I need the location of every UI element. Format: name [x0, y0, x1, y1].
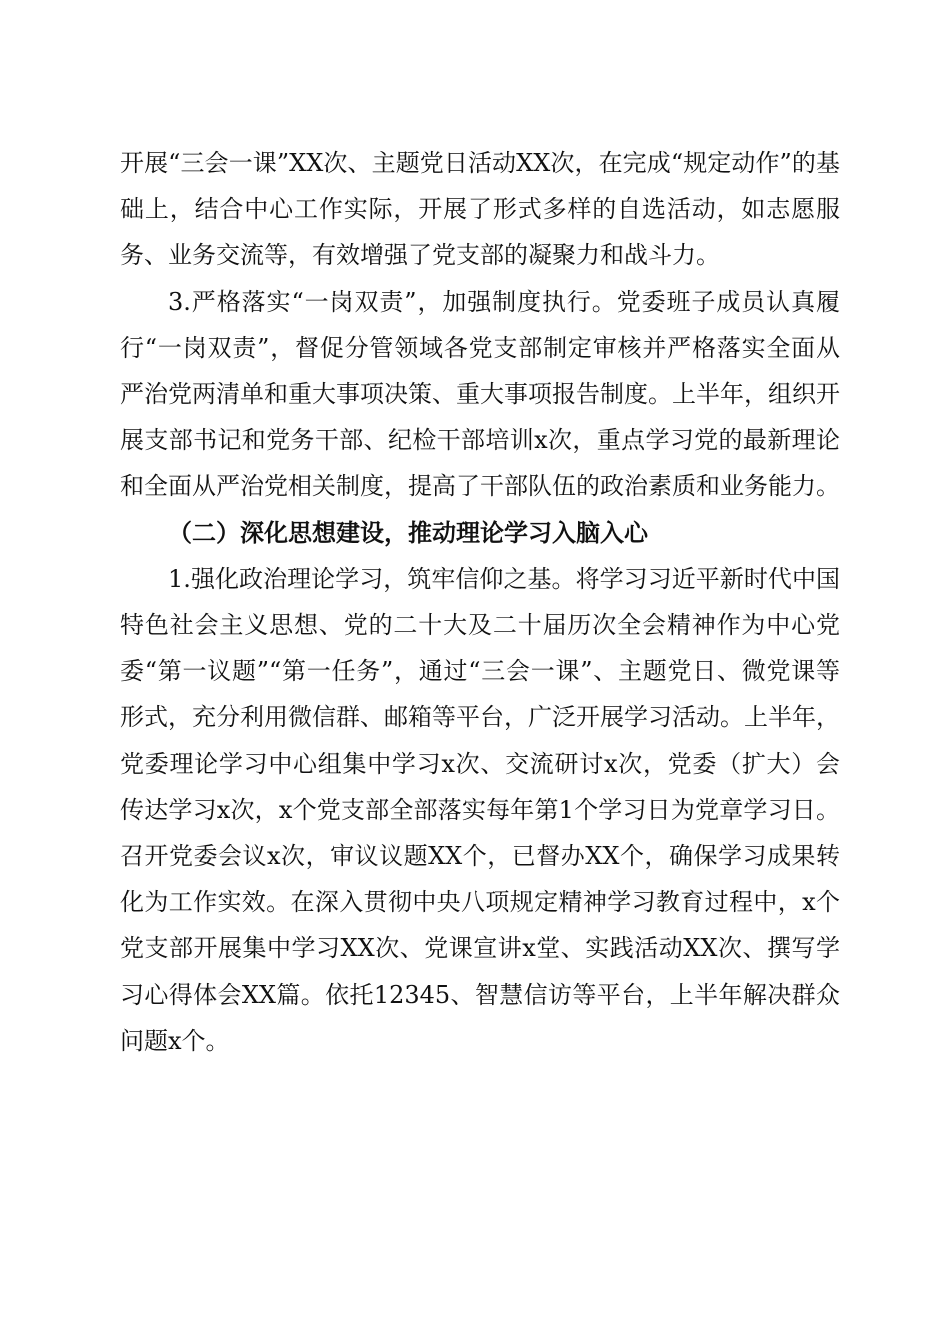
- paragraph-theory-study: 1.强化政治理论学习，筑牢信仰之基。将学习习近平新时代中国特色社会主义思想、党的二十大及二十届历次全会精神作为中心党委“第一议题”“第一任务”，通过“三会一课”、主题党日、微党课等形式，充分利用微信群、邮箱等平台，广泛开展学习活动。上半年，党委理论学习中心组集中学习x次、交流研讨x次，党委（扩大）会传达学习x次，x个党支部全部落实每年第1个学习日为党章学习日。召开党委会议x次，审议议题XX个，已督办XX个，确保学习成果转化为工作实效。在深入贯彻中央八项规定精神学习教育过程中，x个党支部开展集中学习XX次、党课宣讲x堂、实践活动XX次、撰写学习心得体会XX篇。依托12345、智慧信访等平台，上半年解决群众问题x个。: [120, 564, 840, 1055]
- paragraph-responsibility: 3.严格落实“一岗双责”，加强制度执行。党委班子成员认真履行“一岗双责”，督促分管领域各党支部制定审核并严格落实全面从严治党两清单和重大事项决策、重大事项报告制度。上半年，组织开展支部书记和党务干部、纪检干部培训x次，重点学习党的最新理论和全面从严治党相关制度，提高了干部队伍的政治素质和业务能力。: [120, 287, 840, 501]
- paragraph-continuation: 开展“三会一课”XX次、主题党日活动XX次，在完成“规定动作”的基础上，结合中心工作实际，开展了形式多样的自选活动，如志愿服务、业务交流等，有效增强了党支部的凝聚力和战斗力。: [120, 149, 840, 270]
- document-body: [120, 140, 840, 1064]
- section-heading: （二）深化思想建设，推动理论学习入脑入心: [168, 517, 648, 547]
